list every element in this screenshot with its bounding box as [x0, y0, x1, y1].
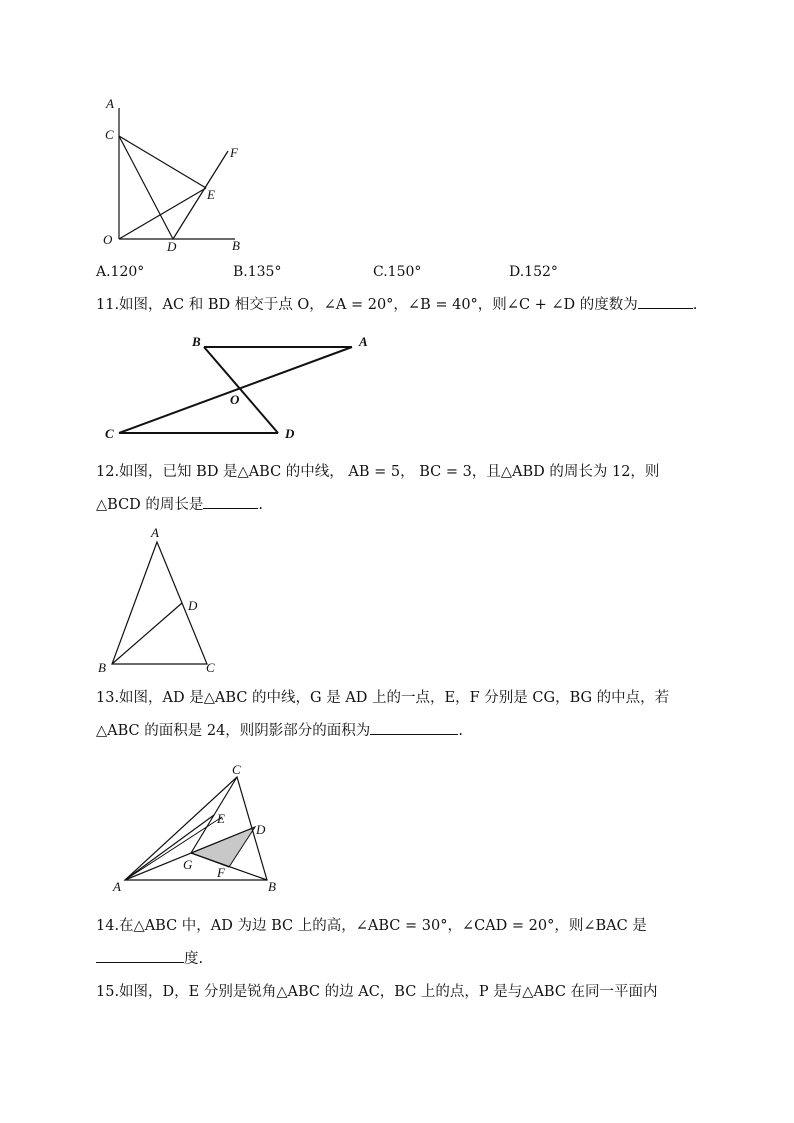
- label-e: E: [207, 187, 215, 202]
- q14-line1: 14.在△ABC 中，AD 为边 BC 上的高，∠ABC = 30°，∠CAD = 20°，则∠BAC 是: [96, 918, 647, 934]
- q13-period: .: [458, 723, 463, 739]
- figure-q10: [90, 90, 270, 260]
- label-o: O: [103, 232, 113, 247]
- label-b: B: [268, 879, 276, 894]
- label-b: B: [98, 660, 106, 675]
- q12-line2: [96, 494, 263, 515]
- segment-ae: [125, 815, 214, 880]
- q12-stem: △BCD 的周长是: [96, 497, 204, 513]
- shaded-region-2: [191, 827, 255, 867]
- label-b: B: [232, 238, 240, 253]
- figure-q12: [90, 522, 230, 682]
- label-c: C: [206, 660, 215, 675]
- label-e: E: [217, 811, 225, 826]
- q10-option-d: D.152°: [509, 264, 558, 280]
- q11-period: .: [692, 297, 698, 313]
- q11-stem: 11.如图，AC 和 BD 相交于点 O，∠A = 20°，∠B = 40°，则∠C + ∠D 的度数为: [96, 297, 638, 313]
- ray-df: [173, 151, 228, 239]
- label-d: D: [188, 598, 198, 613]
- q11-answer-blank: [638, 294, 693, 309]
- label-d: D: [167, 239, 177, 254]
- label-a: A: [113, 879, 121, 894]
- figure-q13: [105, 755, 290, 895]
- label-g: G: [183, 857, 193, 872]
- label-a: A: [151, 525, 159, 540]
- q10-option-c: C.150°: [373, 264, 422, 280]
- label-a: A: [106, 96, 114, 111]
- label-f: F: [230, 145, 238, 160]
- q13-answer-blank: [370, 720, 458, 735]
- label-c: C: [232, 762, 241, 777]
- label-a: A: [359, 334, 368, 349]
- q15-line1: 15.如图，D，E 分别是锐角△ABC 的边 AC，BC 上的点，P 是与△ABC 在同一平面内: [96, 984, 658, 1000]
- segment-ac: [119, 347, 352, 433]
- q11-text: [96, 294, 697, 315]
- q10-option-b: B.135°: [233, 264, 282, 280]
- q14-answer-blank: [96, 948, 184, 963]
- figure-q11: [100, 330, 370, 445]
- q14-unit: 度.: [184, 951, 204, 967]
- label-c: C: [105, 426, 114, 441]
- q12-period: .: [258, 497, 264, 513]
- median-bd: [112, 603, 182, 664]
- q12-line1: 12.如图，已知 BD 是△ABC 的中线， AB = 5， BC = 3，且△ABD 的周长为 12，则: [96, 464, 660, 480]
- q13-stem: △ABC 的面积是 24，则阴影部分的面积为: [96, 723, 371, 739]
- label-f: F: [217, 865, 225, 880]
- q12-answer-blank: [203, 494, 258, 509]
- label-d: D: [256, 822, 266, 837]
- q10-option-a: A.120°: [96, 264, 145, 280]
- q14-line2: [96, 948, 203, 969]
- segment-bd: [204, 347, 278, 433]
- q13-line2: [96, 720, 463, 741]
- label-b: B: [192, 334, 201, 349]
- label-c: C: [105, 127, 114, 142]
- segment-oe: [119, 188, 206, 239]
- label-d: D: [285, 426, 295, 441]
- label-o: O: [230, 392, 240, 407]
- q13-line1: 13.如图，AD 是△ABC 的中线，G 是 AD 上的一点，E，F 分别是 CG，BG 的中点，若: [96, 690, 670, 706]
